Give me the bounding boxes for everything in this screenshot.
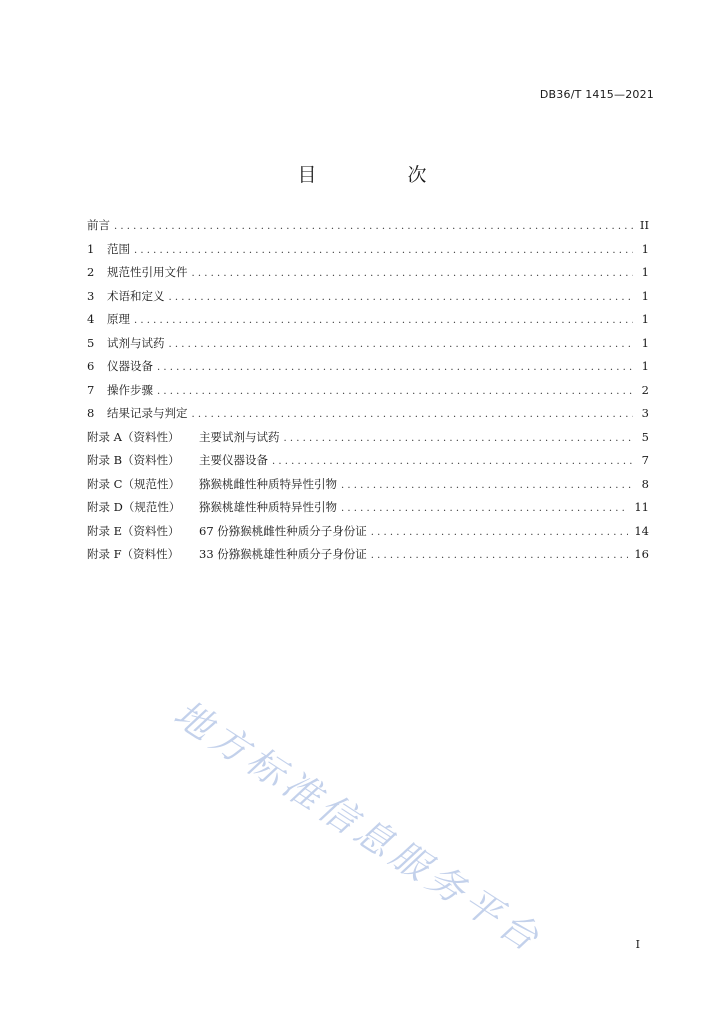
toc-entry-page: 14 — [634, 523, 649, 538]
toc-entry-number: 6 — [87, 359, 95, 373]
toc-entry[interactable] — [87, 476, 649, 500]
toc-entry[interactable] — [87, 499, 649, 523]
toc-entry-appendix-prefix: 附录 E（资料性） — [87, 523, 180, 538]
toc-entry-label: 67 份猕猴桃雌性种质分子身份证 — [199, 523, 367, 538]
toc-entry-appendix-prefix: 附录 C（规范性） — [87, 476, 180, 491]
toc-entry[interactable] — [87, 546, 649, 570]
toc-entry-page: 1 — [641, 312, 649, 326]
table-of-contents — [87, 217, 649, 570]
toc-entry-label: 操作步骤 — [107, 382, 153, 397]
toc-dot-leader — [169, 339, 634, 350]
toc-entry-page: 1 — [641, 288, 649, 303]
toc-entry-number: 5 — [87, 335, 95, 350]
toc-dot-leader — [371, 550, 629, 561]
toc-entry-page: 16 — [634, 547, 649, 561]
toc-entry[interactable] — [87, 405, 649, 429]
toc-title: 目 次 — [297, 164, 463, 186]
toc-entry-page: II — [639, 218, 649, 232]
toc-entry-appendix-prefix: 附录 A（资料性） — [87, 429, 180, 444]
toc-entry[interactable] — [87, 523, 649, 547]
toc-dot-leader — [341, 503, 628, 514]
toc-entry-page: 5 — [641, 429, 649, 444]
toc-entry[interactable] — [87, 311, 649, 335]
toc-entry[interactable] — [87, 288, 649, 312]
toc-entry-appendix-prefix: 附录 F（资料性） — [87, 547, 180, 561]
toc-entry-label: 仪器设备 — [107, 359, 153, 373]
toc-entry-page: 8 — [641, 476, 649, 491]
toc-entry-number: 4 — [87, 312, 95, 326]
toc-dot-leader — [157, 362, 633, 373]
toc-entry-label: 结果记录与判定 — [107, 406, 188, 420]
toc-entry-label: 主要试剂与试药 — [199, 429, 280, 444]
toc-entry-page: 2 — [641, 382, 649, 397]
toc-entry[interactable] — [87, 335, 649, 359]
toc-entry-number: 3 — [87, 288, 95, 303]
toc-dot-leader — [157, 386, 633, 397]
toc-dot-leader — [134, 245, 633, 256]
page-number: I — [635, 938, 640, 951]
toc-entry-page: 1 — [641, 265, 649, 279]
toc-dot-leader — [284, 433, 634, 444]
toc-dot-leader — [272, 456, 633, 467]
toc-entry-number: 2 — [87, 265, 95, 279]
toc-entry-label: 主要仪器设备 — [199, 453, 268, 467]
toc-entry-page: 1 — [641, 241, 649, 256]
toc-entry[interactable] — [87, 452, 649, 476]
toc-entry-appendix-prefix: 附录 D（规范性） — [87, 500, 181, 514]
toc-entry-label: 原理 — [107, 312, 130, 326]
toc-entry-label: 33 份猕猴桃雄性种质分子身份证 — [199, 547, 367, 561]
toc-dot-leader — [192, 268, 634, 279]
toc-entry-label: 范围 — [107, 241, 130, 256]
toc-entry-page: 1 — [641, 359, 649, 373]
toc-entry-number: 1 — [87, 241, 95, 256]
document-code: DB36/T 1415—2021 — [539, 88, 654, 101]
toc-entry[interactable] — [87, 429, 649, 453]
toc-entry[interactable] — [87, 217, 649, 241]
toc-dot-leader — [192, 409, 634, 420]
toc-entry[interactable] — [87, 382, 649, 406]
toc-dot-leader — [371, 527, 629, 538]
toc-entry-appendix-prefix: 附录 B（资料性） — [87, 453, 180, 467]
toc-entry-label: 猕猴桃雌性种质特异性引物 — [199, 476, 337, 491]
toc-entry[interactable] — [87, 264, 649, 288]
toc-entry-label: 试剂与试药 — [107, 335, 165, 350]
toc-entry-page: 3 — [641, 406, 649, 420]
toc-entry-label: 规范性引用文件 — [107, 265, 188, 279]
toc-entry-page: 11 — [634, 500, 649, 514]
toc-entry-number: 7 — [87, 382, 95, 397]
toc-entry[interactable] — [87, 241, 649, 265]
toc-dot-leader — [341, 480, 633, 491]
toc-dot-leader — [134, 315, 633, 326]
toc-entry[interactable] — [87, 358, 649, 382]
toc-entry-number: 8 — [87, 406, 95, 420]
watermark: 地方标准信息服务平台 — [166, 691, 551, 963]
toc-entry-label: 术语和定义 — [107, 288, 165, 303]
toc-dot-leader — [169, 292, 634, 303]
toc-entry-label: 前言 — [87, 218, 110, 232]
toc-entry-label: 猕猴桃雄性种质特异性引物 — [199, 500, 337, 514]
toc-dot-leader — [114, 221, 633, 232]
toc-entry-page: 1 — [641, 335, 649, 350]
toc-entry-page: 7 — [641, 453, 649, 467]
